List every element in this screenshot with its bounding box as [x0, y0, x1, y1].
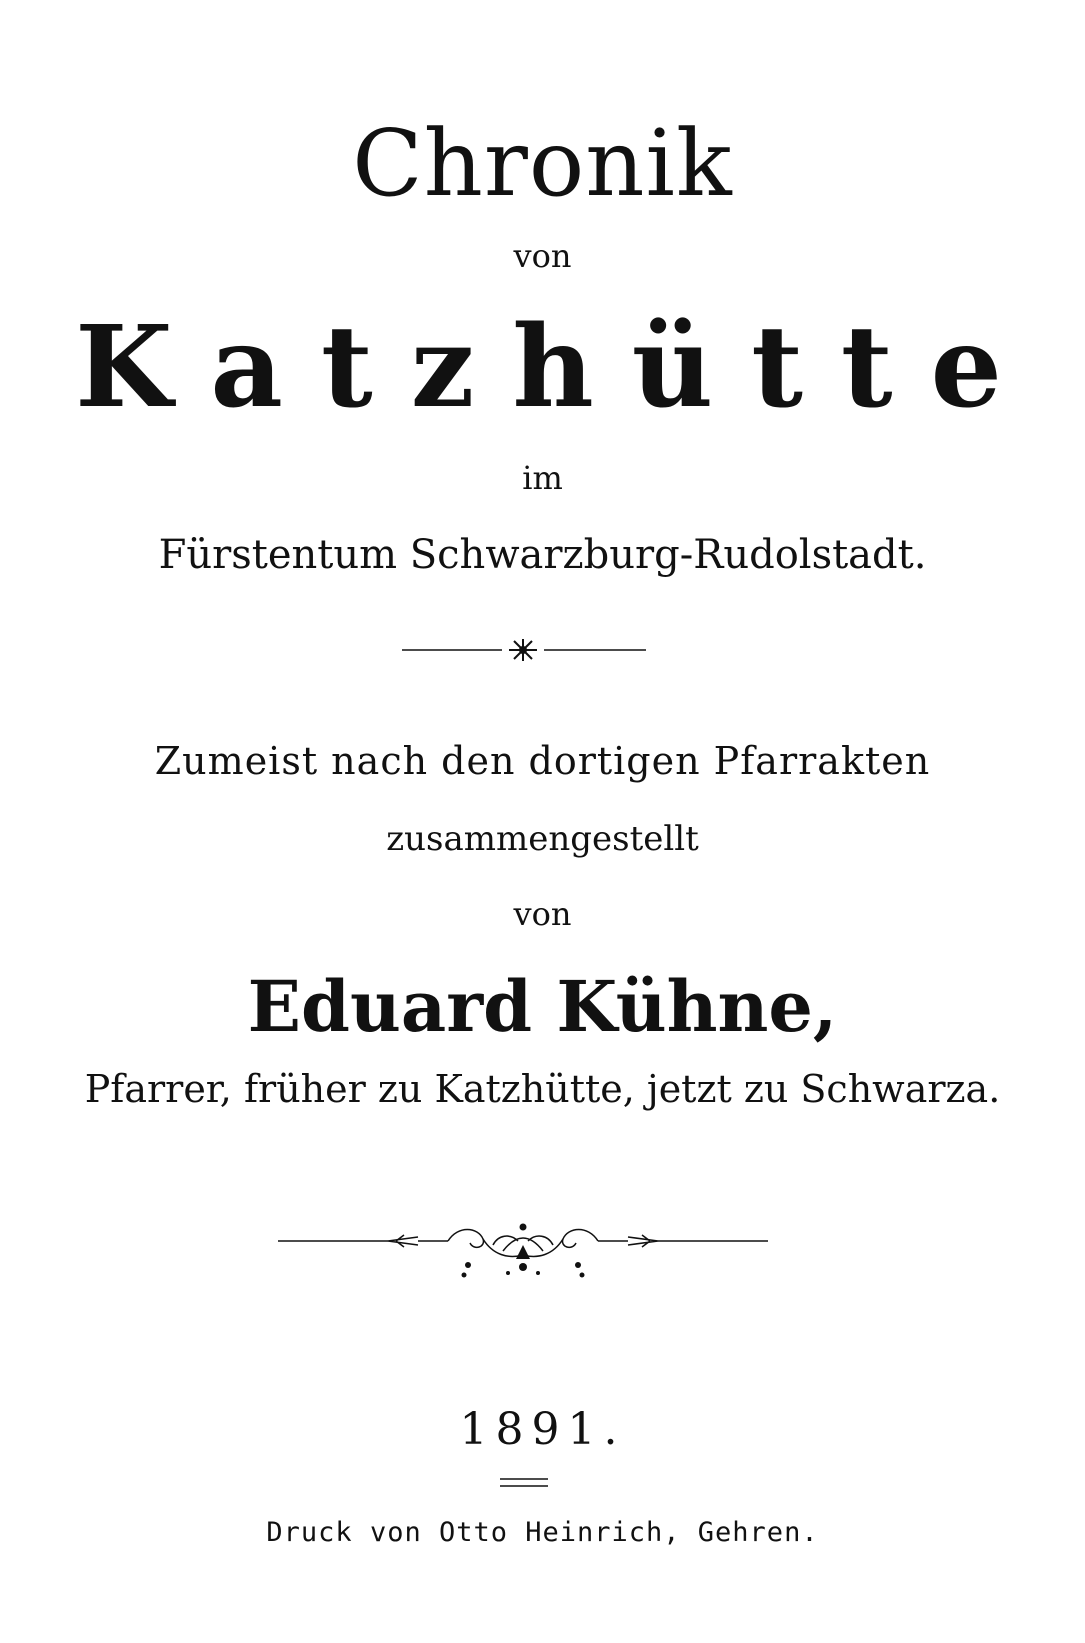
publication-year: 1891.: [459, 1404, 626, 1455]
von-label-bottom: von: [513, 895, 572, 933]
printer-imprint: Druck von Otto Heinrich, Gehren.: [266, 1517, 819, 1548]
author-name: Eduard Kühne,: [247, 965, 838, 1048]
im-label: im: [522, 459, 563, 497]
floral-divider-icon: [278, 1215, 768, 1285]
author-role: Pfarrer, früher zu Katzhütte, jetzt zu Schwarza.: [84, 1067, 1001, 1111]
subtitle-line-1: Zumeist nach den dortigen Pfarrakten: [154, 739, 931, 783]
von-label-top: von: [513, 237, 572, 275]
place-name: Katzhütte: [75, 302, 1040, 433]
book-title: Chronik: [352, 110, 733, 217]
star-divider-icon: [398, 636, 648, 664]
double-rule-icon: [498, 1476, 550, 1490]
principality-line: Fürstentum Schwarzburg-Rudolstadt.: [158, 532, 927, 578]
subtitle-line-2: zusammengestellt: [386, 819, 699, 859]
